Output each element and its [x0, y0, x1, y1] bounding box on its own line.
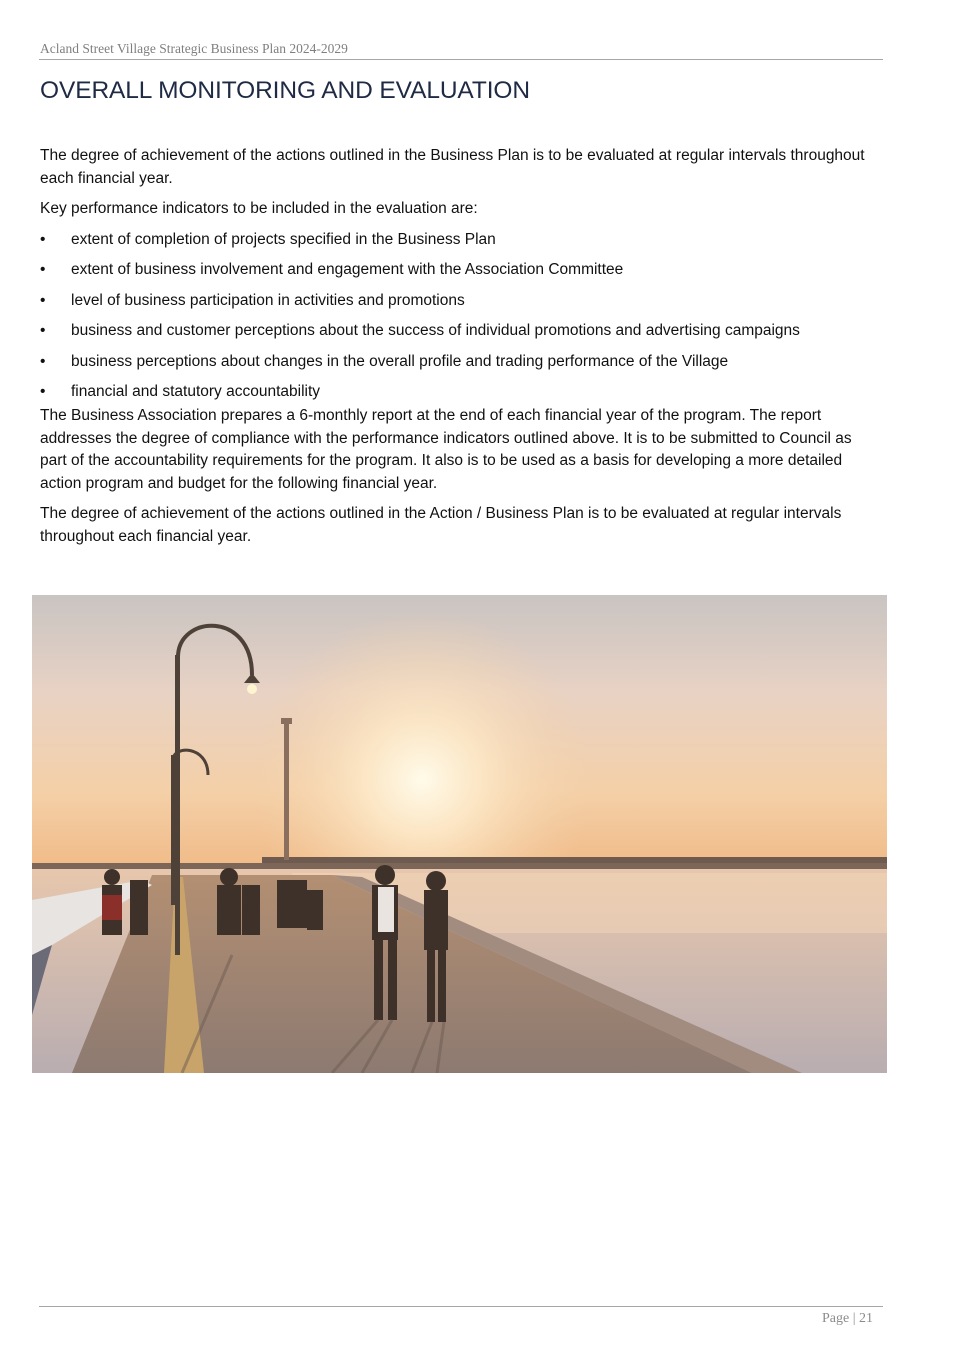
footer-divider — [39, 1306, 883, 1307]
kpi-text: extent of completion of projects specified in the Business Plan — [71, 230, 496, 248]
kpi-text: extent of business involvement and engagement with the Association Committee — [71, 261, 624, 278]
body-content — [40, 145, 875, 556]
kpi-list-item — [40, 351, 875, 382]
report-paragraph: The Business Association prepares a 6-monthly report at the end of each financial year of the program. The report addresses the degree of compliance with the performance indicators outlined above. It is to be submitted to Council as part of the accountability requirements for the program. It also is to be used as a basis for developing a more detailed action program and budget for the following financial year. — [40, 407, 852, 492]
bullet-icon: • — [40, 261, 46, 278]
kpi-list — [40, 229, 875, 406]
kpi-text: business perceptions about changes in the overall profile and trading performance of the Village — [71, 352, 729, 370]
bullet-icon: • — [40, 291, 46, 309]
page-number: Page | 21 — [822, 1311, 874, 1326]
bullet-icon: • — [40, 383, 46, 400]
closing-paragraph: The degree of achievement of the actions outlined in the Action / Business Plan is to be evaluated at regular intervals throughout each financial year. — [40, 505, 842, 545]
kpi-text: business and customer perceptions about the success of individual promotions and advertising campaigns — [71, 322, 800, 339]
kpi-list-item — [40, 229, 875, 260]
kpi-list-item — [40, 259, 875, 290]
kpi-list-item — [40, 320, 875, 351]
page-title: OVERALL MONITORING AND EVALUATION — [40, 77, 530, 104]
kpi-text: financial and statutory accountability — [71, 383, 321, 400]
bullet-icon: • — [40, 322, 46, 339]
kpi-lead-paragraph: Key performance indicators to be included in the evaluation are: — [40, 200, 478, 217]
header-divider — [39, 59, 883, 60]
bullet-icon: • — [40, 352, 46, 370]
bullet-icon: • — [40, 230, 46, 248]
kpi-text: level of business participation in activities and promotions — [71, 291, 465, 309]
pier-sunset-photo — [32, 595, 887, 1073]
intro-paragraph: The degree of achievement of the actions outlined in the Business Plan is to be evaluated at regular intervals throughout each financial year. — [40, 147, 865, 187]
kpi-list-item — [40, 290, 875, 321]
kpi-list-item — [40, 381, 875, 405]
running-header: Acland Street Village Strategic Business Plan 2024-2029 — [40, 41, 348, 56]
